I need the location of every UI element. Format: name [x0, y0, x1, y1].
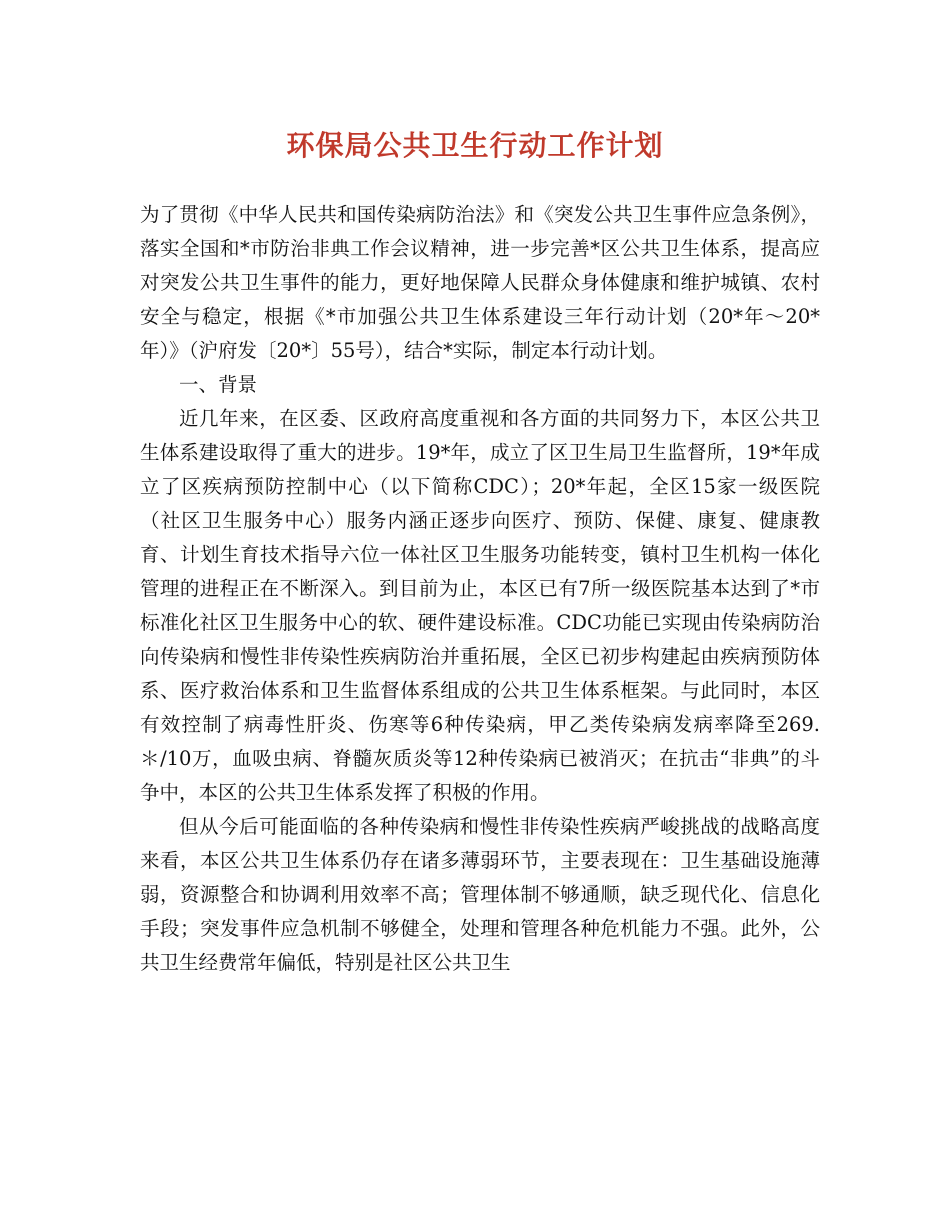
document-title: 环保局公共卫生行动工作计划: [286, 129, 664, 162]
intro-paragraph: 为了贯彻《中华人民共和国传染病防治法》和《突发公共卫生事件应急条例》，落实全国和*市防治非典工作会议精神，进一步完善*区公共卫生体系，提高应对突发公共卫生事件的能力，更好地保障人民群众身体健康和维护城镇、农村安全与稳定，根据《*市加强公共卫生体系建设三年行动计划（20*年～20*年）》（沪府发〔20*〕55号），结合*实际，制定本行动计划。: [140, 203, 820, 362]
section-heading-background: 一、背景: [179, 373, 258, 396]
weakness-paragraph: 但从今后可能面临的各种传染病和慢性非传染性疾病严峻挑战的战略高度来看，本区公共卫生体系仍存在诸多薄弱环节，主要表现在：卫生基础设施薄弱，资源整合和协调利用效率不高；管理体制不够通顺，缺乏现代化、信息化手段；突发事件应急机制不够健全，处理和管理各种危机能力不强。此外，公共卫生经费常年偏低，特别是社区公共卫生: [140, 815, 820, 974]
background-paragraph: 近几年来，在区委、区政府高度重视和各方面的共同努力下，本区公共卫生体系建设取得了重大的进步。19*年，成立了区卫生局卫生监督所，19*年成立了区疾病预防控制中心（以下简称CDC）；20*年起，全区15家一级医院（社区卫生服务中心）服务内涵正逐步向医疗、预防、保健、康复、健康教育、计划生育技术指导六位一体社区卫生服务功能转变，镇村卫生机构一体化管理的进程正在不断深入。到目前为止，本区已有7所一级医院基本达到了*市标准化社区卫生服务中心的软、硬件建设标准。CDC功能已实现由传染病防治向传染病和慢性非传染性疾病防治并重拓展，全区已初步构建起由疾病预防体系、医疗救治体系和卫生监督体系组成的公共卫生体系框架。与此同时，本区有效控制了病毒性肝炎、伤寒等6种传染病，甲乙类传染病发病率降至269.＊/10万，血吸虫病、脊髓灰质炎等12种传染病已被消灭；在抗击“非典”的斗争中，本区的公共卫生体系发挥了积极的作用。: [140, 407, 820, 804]
document-body: [140, 198, 820, 980]
